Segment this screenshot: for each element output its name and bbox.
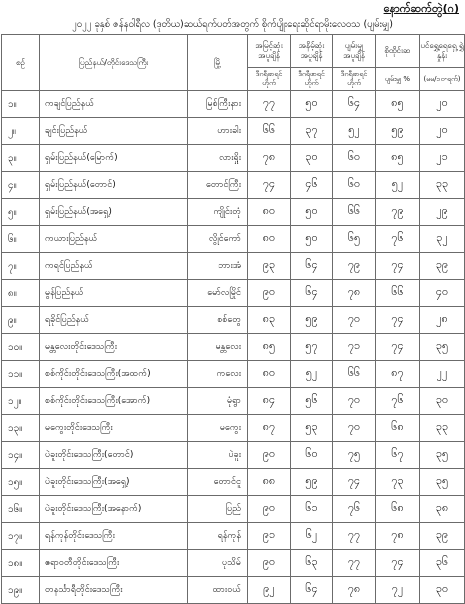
cell-humidity: ၆၆ [376, 280, 420, 307]
cell-avg-temp: ၇၀ [333, 307, 376, 334]
cell-min-temp: ၆၀ [291, 442, 333, 469]
cell-max-temp: ၇၈ [248, 145, 291, 172]
cell-min-temp: ၆၄ [291, 280, 333, 307]
weather-table [1, 34, 465, 604]
cell-city: ကျိုင်းတုံ [188, 199, 248, 226]
cell-max-temp: ၉၃ [248, 253, 291, 280]
cell-state: ကချင်ပြည်နယ် [40, 91, 188, 118]
cell-state: ဧရာဝတီတိုင်းဒေသကြီး [40, 550, 188, 577]
cell-humidity: ၅၂ [376, 172, 420, 199]
cell-humidity: ၈၅ [376, 145, 420, 172]
cell-sr: ၁၅။ [2, 469, 40, 496]
cell-avg-temp: ၇၈ [333, 280, 376, 307]
cell-avg-temp: ၆၅ [333, 226, 376, 253]
cell-sr: ၄။ [2, 172, 40, 199]
header-state: ပြည်နယ်/တိုင်းဒေသကြီး [40, 35, 188, 91]
cell-min-temp: ၆၂ [291, 523, 333, 550]
cell-avg-temp: ၇၈ [333, 577, 376, 604]
cell-avg-temp: ၇၉ [333, 253, 376, 280]
cell-min-temp: ၅၀ [291, 226, 333, 253]
cell-city: ပဲခူး [188, 442, 248, 469]
cell-min-temp: ၅၀ [291, 199, 333, 226]
cell-state: ရှမ်းပြည်နယ်(အရှေ့) [40, 199, 188, 226]
cell-humidity: ၆၈ [376, 415, 420, 442]
cell-rain: ၃၆ [420, 550, 465, 577]
cell-state: ရန်ကုန်တိုင်းဒေသကြီး [40, 523, 188, 550]
cell-city: မန္တလေး [188, 334, 248, 361]
unit-min: ဒီဂရီဖာရင် ဟိုက် [291, 68, 333, 91]
cell-max-temp: ၉၀ [248, 442, 291, 469]
table-row [2, 172, 465, 199]
cell-max-temp: ၉၂ [248, 577, 291, 604]
cell-state: ရခိုင်ပြည်နယ် [40, 307, 188, 334]
cell-min-temp: ၅၀ [291, 91, 333, 118]
cell-city: မော်လမြိုင် [188, 280, 248, 307]
cell-state: ပဲခူးတိုင်းဒေသကြီး(အရှေ့) [40, 469, 188, 496]
cell-avg-temp: ၇၀ [333, 415, 376, 442]
cell-min-temp: ၆၁ [291, 496, 333, 523]
cell-sr: ၁၀။ [2, 334, 40, 361]
cell-rain: ၃၉ [420, 523, 465, 550]
table-row [2, 145, 465, 172]
cell-rain: ၃၂ [420, 226, 465, 253]
table-row [2, 442, 465, 469]
cell-humidity: ၆၈ [376, 496, 420, 523]
header-sr: စဉ် [2, 35, 40, 91]
cell-city: မြစ်ကြီးနား [188, 91, 248, 118]
header-humidity: စိုထိုင်းဆ [376, 35, 420, 68]
cell-rain: ၃၀ [420, 577, 465, 604]
cell-city: ရန်ကုန် [188, 523, 248, 550]
table-row [2, 550, 465, 577]
cell-rain: ၃၅ [420, 442, 465, 469]
cell-rain: ၂၁ [420, 145, 465, 172]
cell-rain: ၃၃ [420, 415, 465, 442]
cell-sr: ၅။ [2, 199, 40, 226]
cell-rain: ၄၀ [420, 280, 465, 307]
cell-max-temp: ၉၀ [248, 496, 291, 523]
cell-humidity: ၇၄ [376, 307, 420, 334]
unit-humidity: ပျမ်းမျှ % [376, 68, 420, 91]
table-row [2, 334, 465, 361]
cell-city: ဟားခါး [188, 118, 248, 145]
cell-rain: ၃၅ [420, 334, 465, 361]
cell-max-temp: ၈၈ [248, 469, 291, 496]
unit-avg: ဒီဂရီဖာရင် ဟိုက် [333, 68, 376, 91]
cell-humidity: ၇၄ [376, 253, 420, 280]
cell-state: မန္တလေးတိုင်းဒေသကြီး [40, 334, 188, 361]
table-row [2, 469, 465, 496]
cell-max-temp: ၉၀ [248, 550, 291, 577]
cell-rain: ၂၈ [420, 307, 465, 334]
cell-max-temp: ၈၅ [248, 334, 291, 361]
cell-min-temp: ၅၉ [291, 469, 333, 496]
cell-avg-temp: ၇၇ [333, 523, 376, 550]
cell-max-temp: ၉၁ [248, 523, 291, 550]
header-rain: ပင်ရွှေ့ရေရှေ့ ရွှဲနှုန်း [420, 35, 465, 68]
cell-max-temp: ၇၇ [248, 91, 291, 118]
cell-state: ပဲခူးတိုင်းဒေသကြီး(တောင်) [40, 442, 188, 469]
cell-sr: ၇။ [2, 253, 40, 280]
table-row [2, 577, 465, 604]
cell-humidity: ၅၉ [376, 118, 420, 145]
cell-humidity: ၇၈ [376, 523, 420, 550]
cell-city: မုံရွာ [188, 388, 248, 415]
table-row [2, 496, 465, 523]
cell-state: ရှမ်းပြည်နယ်(မြောက်) [40, 145, 188, 172]
cell-humidity: ၈၅ [376, 91, 420, 118]
cell-city: ဘားအံ [188, 253, 248, 280]
cell-humidity: ၇၂ [376, 577, 420, 604]
cell-sr: ၈။ [2, 280, 40, 307]
header-min-temp: အနိမ့်ဆုံး အပူချိန် [291, 35, 333, 68]
cell-avg-temp: ၆၆ [333, 199, 376, 226]
cell-max-temp: ၈၇ [248, 415, 291, 442]
cell-avg-temp: ၇၆ [333, 496, 376, 523]
cell-city: ထားဝယ် [188, 577, 248, 604]
cell-city: လားရှိုး [188, 145, 248, 172]
cell-min-temp: ၆၄ [291, 577, 333, 604]
cell-avg-temp: ၆၆ [333, 361, 376, 388]
cell-sr: ၁၇။ [2, 523, 40, 550]
cell-max-temp: ၆၆ [248, 118, 291, 145]
cell-city: တောင်ငူ [188, 469, 248, 496]
cell-humidity: ၈၇ [376, 361, 420, 388]
cell-state: ကယားပြည်နယ် [40, 226, 188, 253]
cell-humidity: ၇၆ [376, 226, 420, 253]
cell-rain: ၃၀ [420, 388, 465, 415]
table-row [2, 91, 465, 118]
cell-min-temp: ၅၃ [291, 415, 333, 442]
cell-state: ချင်းပြည်နယ် [40, 118, 188, 145]
table-row [2, 415, 465, 442]
annex-label: နောက်ဆက်တွဲ(ဂ) [383, 2, 459, 15]
cell-sr: ၁၆။ [2, 496, 40, 523]
unit-max: ဒီဂရီဖာရင် ဟိုက် [248, 68, 291, 91]
cell-avg-temp: ၇၄ [333, 469, 376, 496]
cell-humidity: ၇၃ [376, 469, 420, 496]
cell-sr: ၂။ [2, 118, 40, 145]
cell-state: ကရင်ပြည်နယ် [40, 253, 188, 280]
cell-min-temp: ၄၆ [291, 172, 333, 199]
cell-max-temp: ၉၀ [248, 280, 291, 307]
cell-max-temp: ၈၀ [248, 199, 291, 226]
table-row [2, 523, 465, 550]
cell-state: တနင်္သာရီတိုင်းဒေသကြီး [40, 577, 188, 604]
cell-state: စစ်ကိုင်းတိုင်းဒေသကြီး(အထက်) [40, 361, 188, 388]
table-row [2, 361, 465, 388]
cell-rain: ၃၅ [420, 469, 465, 496]
cell-avg-temp: ၆၀ [333, 172, 376, 199]
cell-humidity: ၇၆ [376, 388, 420, 415]
cell-state: စစ်ကိုင်းတိုင်းဒေသကြီး(အောက်) [40, 388, 188, 415]
cell-humidity: ၇၄ [376, 334, 420, 361]
cell-avg-temp: ၇၀ [333, 388, 376, 415]
cell-sr: ၁၃။ [2, 415, 40, 442]
cell-avg-temp: ၅၂ [333, 118, 376, 145]
unit-rain: (မမ/၁၀-ရက်) [420, 68, 465, 91]
header-max-temp: အမြင့်ဆုံး အပူချိန် [248, 35, 291, 68]
table-row [2, 253, 465, 280]
cell-city: လွိုင်ကော် [188, 226, 248, 253]
cell-min-temp: ၅၉ [291, 307, 333, 334]
table-row [2, 388, 465, 415]
cell-sr: ၁၂။ [2, 388, 40, 415]
cell-state: မကွေးတိုင်းဒေသကြီး [40, 415, 188, 442]
header-city: မြို့ [188, 35, 248, 91]
cell-state: ရှမ်းပြည်နယ်(တောင်) [40, 172, 188, 199]
cell-avg-temp: ၇၇ [333, 550, 376, 577]
cell-max-temp: ၈၃ [248, 307, 291, 334]
cell-state: ပဲခူးတိုင်းဒေသကြီး(အနောက်) [40, 496, 188, 523]
cell-sr: ၆။ [2, 226, 40, 253]
cell-rain: ၃၃ [420, 172, 465, 199]
table-row [2, 199, 465, 226]
cell-max-temp: ၈၄ [248, 388, 291, 415]
cell-city: ပြည် [188, 496, 248, 523]
cell-sr: ၃။ [2, 145, 40, 172]
cell-sr: ၁၄။ [2, 442, 40, 469]
cell-max-temp: ၈၀ [248, 361, 291, 388]
cell-state: မွန်ပြည်နယ် [40, 280, 188, 307]
cell-min-temp: ၃၀ [291, 145, 333, 172]
cell-rain: ၃၉ [420, 253, 465, 280]
cell-sr: ၁၉။ [2, 577, 40, 604]
cell-city: တောင်ကြီး [188, 172, 248, 199]
cell-sr: ၉။ [2, 307, 40, 334]
cell-city: ပုသိမ် [188, 550, 248, 577]
cell-max-temp: ၈၀ [248, 226, 291, 253]
cell-min-temp: ၃၇ [291, 118, 333, 145]
cell-rain: ၂၀ [420, 118, 465, 145]
cell-min-temp: ၆၄ [291, 253, 333, 280]
cell-rain: ၃၈ [420, 496, 465, 523]
cell-city: မကွေး [188, 415, 248, 442]
cell-rain: ၂၂ [420, 361, 465, 388]
cell-min-temp: ၅၇ [291, 334, 333, 361]
cell-sr: ၁။ [2, 91, 40, 118]
cell-sr: ၁၁။ [2, 361, 40, 388]
cell-avg-temp: ၆၄ [333, 91, 376, 118]
cell-humidity: ၇၉ [376, 199, 420, 226]
cell-humidity: ၇၄ [376, 550, 420, 577]
table-row [2, 118, 465, 145]
cell-rain: ၂၉ [420, 199, 465, 226]
cell-min-temp: ၅၂ [291, 361, 333, 388]
cell-min-temp: ၅၆ [291, 388, 333, 415]
table-row [2, 307, 465, 334]
cell-avg-temp: ၇၁ [333, 334, 376, 361]
cell-rain: ၂၀ [420, 91, 465, 118]
header-avg-temp: ပျမ်းမျှ အပူချိန် [333, 35, 376, 68]
cell-city: စစ်တွေ [188, 307, 248, 334]
header-row [2, 35, 465, 68]
cell-sr: ၁၈။ [2, 550, 40, 577]
table-row [2, 226, 465, 253]
table-row [2, 280, 465, 307]
table-body [2, 91, 465, 604]
cell-min-temp: ၆၃ [291, 550, 333, 577]
cell-avg-temp: ၇၅ [333, 442, 376, 469]
cell-humidity: ၆၇ [376, 442, 420, 469]
cell-city: ကလေး [188, 361, 248, 388]
table-title: ၂၀၂၂ ခုနှစ် ဇန်နဝါရီလ (ဒုတိယ)ဆယ်ရက်ပတ်အတွက် စိုက်ပျိုးရေးဆိုင်ရာမိုးလေဝသ (ပျမ်းမျှ) [72, 19, 393, 30]
cell-max-temp: ၇၄ [248, 172, 291, 199]
cell-avg-temp: ၆၀ [333, 145, 376, 172]
